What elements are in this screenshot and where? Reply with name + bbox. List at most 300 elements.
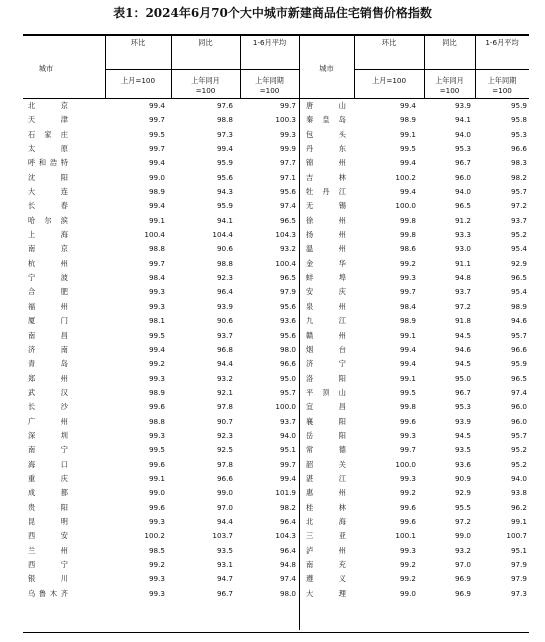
table-row xyxy=(23,156,529,170)
right-city-name: 扬州 xyxy=(306,230,346,240)
right-yoy-value: 97.0 xyxy=(454,560,471,569)
right-yoy-value: 93.6 xyxy=(454,459,471,469)
right-avg-value: 96.5 xyxy=(510,373,527,383)
left-mom-value: 99.4 xyxy=(148,344,165,354)
right-mom-value: 100.0 xyxy=(395,201,416,211)
left-avg-value: 96.5 xyxy=(279,273,296,283)
right-city-name: 徐州 xyxy=(306,215,346,225)
left-avg-value: 97.4 xyxy=(279,201,296,211)
left-yoy-value: 97.6 xyxy=(216,101,233,110)
header-divider-left xyxy=(105,69,299,70)
left-city-name: 昆明 xyxy=(28,516,68,526)
left-city-name: 厦门 xyxy=(28,316,68,326)
left-yoy-value: 93.9 xyxy=(216,301,233,311)
left-mom-value: 99.3 xyxy=(148,373,165,383)
right-avg-value: 98.9 xyxy=(510,301,527,311)
right-mom-value: 99.7 xyxy=(399,445,416,455)
left-city-name: 贵阳 xyxy=(28,502,68,512)
right-mom-value: 99.5 xyxy=(399,144,416,154)
left-mom-value: 99.3 xyxy=(148,574,165,584)
right-yoy-value: 96.7 xyxy=(454,158,471,168)
left-avg-value: 97.7 xyxy=(279,158,296,168)
left-avg-value: 97.9 xyxy=(279,287,296,297)
left-yoy-value: 96.6 xyxy=(216,473,233,483)
left-yoy-value: 97.3 xyxy=(216,129,233,139)
left-yoy-value: 94.3 xyxy=(216,187,233,197)
table-row xyxy=(23,113,529,127)
right-yoy-value: 99.0 xyxy=(454,531,471,541)
left-city-name: 西宁 xyxy=(28,560,68,569)
right-avg-value: 97.9 xyxy=(510,574,527,584)
left-avg-value: 95.6 xyxy=(279,187,296,197)
left-city-name: 福州 xyxy=(28,301,68,311)
right-city-name: 襄阳 xyxy=(306,416,346,426)
table-row xyxy=(23,443,529,457)
right-mom-value: 99.2 xyxy=(399,488,416,498)
table-row xyxy=(23,343,529,357)
right-city-name: 大理 xyxy=(306,588,346,598)
left-avg-value: 97.4 xyxy=(279,574,296,584)
right-yoy-value: 93.9 xyxy=(454,416,471,426)
left-mom-value: 100.2 xyxy=(144,531,165,541)
left-city-name: 石家庄 xyxy=(28,129,68,139)
left-yoy-value: 98.8 xyxy=(216,115,233,125)
header-avg-sub2-right: =100 xyxy=(492,86,512,95)
table-row xyxy=(23,185,529,199)
left-city-name: 青岛 xyxy=(28,359,68,369)
left-mom-value: 99.1 xyxy=(148,473,165,483)
right-yoy-value: 95.3 xyxy=(454,402,471,412)
column-divider xyxy=(354,36,355,98)
left-avg-value: 101.9 xyxy=(275,488,296,498)
right-mom-value: 99.2 xyxy=(399,560,416,569)
header-divider-right xyxy=(354,69,529,70)
left-city-name: 宁波 xyxy=(28,273,68,283)
left-avg-value: 95.7 xyxy=(279,387,296,397)
left-avg-value: 95.6 xyxy=(279,301,296,311)
left-yoy-value: 93.1 xyxy=(216,560,233,569)
right-city-name: 包头 xyxy=(306,129,346,139)
left-avg-value: 96.6 xyxy=(279,359,296,369)
left-mom-value: 99.4 xyxy=(148,201,165,211)
left-mom-value: 99.4 xyxy=(148,158,165,168)
left-mom-value: 99.3 xyxy=(148,588,165,598)
right-yoy-value: 93.7 xyxy=(454,287,471,297)
right-mom-value: 99.6 xyxy=(399,516,416,526)
right-yoy-value: 94.1 xyxy=(454,115,471,125)
column-divider xyxy=(171,36,172,98)
left-yoy-value: 103.7 xyxy=(212,531,233,541)
left-yoy-value: 97.8 xyxy=(216,402,233,412)
right-yoy-value: 90.9 xyxy=(454,473,471,483)
right-avg-value: 95.9 xyxy=(510,359,527,369)
left-yoy-value: 99.4 xyxy=(216,144,233,154)
left-avg-value: 99.4 xyxy=(279,473,296,483)
right-mom-value: 99.6 xyxy=(399,416,416,426)
left-yoy-value: 93.7 xyxy=(216,330,233,340)
table-row xyxy=(23,472,529,486)
left-city-name: 兰州 xyxy=(28,545,68,555)
left-city-name: 沈阳 xyxy=(28,172,68,182)
left-avg-value: 98.2 xyxy=(279,502,296,512)
table-row xyxy=(23,372,529,386)
table-row xyxy=(23,572,529,586)
right-yoy-value: 93.0 xyxy=(454,244,471,254)
left-city-name: 成都 xyxy=(28,488,68,498)
table-row xyxy=(23,558,529,572)
right-avg-value: 95.2 xyxy=(510,445,527,455)
header-city-left: 城市 xyxy=(38,64,54,73)
left-mom-value: 99.7 xyxy=(148,258,165,268)
right-avg-value: 93.7 xyxy=(510,215,527,225)
table-row xyxy=(23,587,529,601)
right-yoy-value: 95.0 xyxy=(454,373,471,383)
right-yoy-value: 93.9 xyxy=(454,101,471,110)
right-avg-value: 96.6 xyxy=(510,344,527,354)
right-mom-value: 99.0 xyxy=(399,588,416,598)
left-yoy-value: 97.0 xyxy=(216,502,233,512)
right-yoy-value: 91.2 xyxy=(454,215,471,225)
left-avg-value: 104.3 xyxy=(275,230,296,240)
right-city-name: 安庆 xyxy=(306,287,346,297)
left-yoy-value: 98.8 xyxy=(216,258,233,268)
left-mom-value: 98.8 xyxy=(148,416,165,426)
left-yoy-value: 92.3 xyxy=(216,430,233,440)
right-avg-value: 95.3 xyxy=(510,129,527,139)
table-row xyxy=(23,486,529,500)
header-avg-sub1-left: 上年同期 xyxy=(255,76,284,85)
left-avg-value: 93.6 xyxy=(279,316,296,326)
left-city-name: 杭州 xyxy=(28,258,68,268)
left-yoy-value: 93.2 xyxy=(216,373,233,383)
right-yoy-value: 97.2 xyxy=(454,516,471,526)
right-city-name: 洛阳 xyxy=(306,373,346,383)
right-mom-value: 100.1 xyxy=(395,531,416,541)
left-mom-value: 98.8 xyxy=(148,244,165,254)
right-avg-value: 99.1 xyxy=(510,516,527,526)
right-yoy-value: 94.5 xyxy=(454,359,471,369)
left-yoy-value: 96.7 xyxy=(216,588,233,598)
table-row xyxy=(23,300,529,314)
right-yoy-value: 94.0 xyxy=(454,129,471,139)
left-yoy-value: 90.6 xyxy=(216,244,233,254)
right-mom-value: 99.7 xyxy=(399,287,416,297)
right-avg-value: 96.6 xyxy=(510,144,527,154)
right-city-name: 韶关 xyxy=(306,459,346,469)
right-mom-value: 99.8 xyxy=(399,215,416,225)
table-row xyxy=(23,128,529,142)
header-city-right: 城市 xyxy=(319,64,334,73)
right-city-name: 泸州 xyxy=(306,545,346,555)
left-mom-value: 98.1 xyxy=(148,316,165,326)
left-city-name: 北京 xyxy=(28,101,68,110)
table-row xyxy=(23,271,529,285)
left-avg-value: 98.0 xyxy=(279,344,296,354)
header-yoy-left: 同比 xyxy=(198,38,213,47)
right-avg-value: 97.2 xyxy=(510,201,527,211)
left-city-name: 南宁 xyxy=(28,445,68,455)
right-city-name: 无锡 xyxy=(306,201,346,211)
left-avg-value: 93.7 xyxy=(279,416,296,426)
left-mom-value: 98.4 xyxy=(148,273,165,283)
right-city-name: 金华 xyxy=(306,258,346,268)
table-row xyxy=(23,515,529,529)
right-mom-value: 98.4 xyxy=(399,301,416,311)
right-city-name: 南充 xyxy=(306,560,346,569)
left-mom-value: 99.6 xyxy=(148,459,165,469)
right-avg-value: 95.1 xyxy=(510,545,527,555)
left-avg-value: 104.3 xyxy=(275,531,296,541)
column-divider xyxy=(240,36,241,98)
left-avg-value: 99.9 xyxy=(279,144,296,154)
table-row xyxy=(23,314,529,328)
left-yoy-value: 96.8 xyxy=(216,344,233,354)
left-city-name: 银川 xyxy=(28,574,68,584)
left-mom-value: 100.4 xyxy=(144,230,165,240)
right-yoy-value: 96.9 xyxy=(454,574,471,584)
right-yoy-value: 91.8 xyxy=(454,316,471,326)
right-city-name: 牡丹江 xyxy=(306,187,346,197)
right-avg-value: 95.8 xyxy=(510,115,527,125)
right-mom-value: 100.2 xyxy=(395,172,416,182)
left-yoy-value: 92.1 xyxy=(216,387,233,397)
left-mom-value: 98.9 xyxy=(148,387,165,397)
left-city-name: 深圳 xyxy=(28,430,68,440)
table-row xyxy=(23,242,529,256)
right-avg-value: 95.2 xyxy=(510,230,527,240)
left-mom-value: 99.5 xyxy=(148,129,165,139)
table-row xyxy=(23,329,529,343)
left-avg-value: 94.0 xyxy=(279,430,296,440)
left-city-name: 呼和浩特 xyxy=(28,158,68,168)
left-city-name: 济南 xyxy=(28,344,68,354)
right-yoy-value: 94.5 xyxy=(454,330,471,340)
left-yoy-value: 95.9 xyxy=(216,158,233,168)
left-city-name: 南京 xyxy=(28,244,68,254)
table-row xyxy=(23,228,529,242)
right-yoy-value: 94.5 xyxy=(454,430,471,440)
left-mom-value: 99.5 xyxy=(148,445,165,455)
right-city-name: 九江 xyxy=(306,316,346,326)
left-yoy-value: 94.1 xyxy=(216,215,233,225)
left-yoy-value: 104.4 xyxy=(212,230,233,240)
left-city-name: 哈尔滨 xyxy=(28,215,68,225)
right-mom-value: 98.9 xyxy=(399,316,416,326)
column-divider xyxy=(424,36,425,98)
right-city-name: 吉林 xyxy=(306,172,346,182)
left-mom-value: 98.9 xyxy=(148,187,165,197)
right-city-name: 济宁 xyxy=(306,359,346,369)
left-mom-value: 99.7 xyxy=(148,115,165,125)
right-city-name: 惠州 xyxy=(306,488,346,498)
right-city-name: 北海 xyxy=(306,516,346,526)
table-row xyxy=(23,199,529,213)
header-yoy-sub2-right: =100 xyxy=(439,86,460,95)
left-city-name: 南昌 xyxy=(28,330,68,340)
table-row xyxy=(23,400,529,414)
right-city-name: 丹东 xyxy=(306,144,346,154)
header-mom-sub-right: 上月=100 xyxy=(371,76,407,85)
right-city-name: 泉州 xyxy=(306,301,346,311)
left-yoy-value: 94.4 xyxy=(216,516,233,526)
right-yoy-value: 96.7 xyxy=(454,387,471,397)
left-avg-value: 94.8 xyxy=(279,560,296,569)
right-mom-value: 99.4 xyxy=(399,359,416,369)
table-row xyxy=(23,386,529,400)
right-mom-value: 100.0 xyxy=(395,459,416,469)
right-avg-value: 95.7 xyxy=(510,187,527,197)
table-row xyxy=(23,357,529,371)
left-mom-value: 99.0 xyxy=(148,488,165,498)
left-mom-value: 99.6 xyxy=(148,502,165,512)
left-city-name: 乌鲁木齐 xyxy=(28,588,68,598)
table-row xyxy=(23,415,529,429)
right-mom-value: 99.4 xyxy=(399,158,416,168)
left-yoy-value: 99.0 xyxy=(216,488,233,498)
table-row xyxy=(23,458,529,472)
left-mom-value: 99.7 xyxy=(148,144,165,154)
left-avg-value: 100.4 xyxy=(275,258,296,268)
left-yoy-value: 93.5 xyxy=(216,545,233,555)
right-mom-value: 99.1 xyxy=(399,330,416,340)
page-title: 表1：2024年6月70个大中城市新建商品住宅销售价格指数 xyxy=(113,6,432,20)
right-yoy-value: 92.9 xyxy=(454,488,471,498)
left-avg-value: 96.4 xyxy=(279,545,296,555)
left-mom-value: 99.0 xyxy=(148,172,165,182)
left-yoy-value: 92.5 xyxy=(216,445,233,455)
left-avg-value: 97.1 xyxy=(279,172,296,182)
right-city-name: 蚌埠 xyxy=(306,273,346,283)
left-yoy-value: 95.6 xyxy=(216,172,233,182)
right-yoy-value: 96.9 xyxy=(454,588,471,598)
left-city-name: 上海 xyxy=(28,230,68,240)
right-avg-value: 95.7 xyxy=(510,430,527,440)
table-row xyxy=(23,142,529,156)
right-avg-value: 93.8 xyxy=(510,488,527,498)
right-mom-value: 99.4 xyxy=(399,187,416,197)
header-avg-left: 1-6月平均 xyxy=(252,38,287,47)
left-yoy-value: 94.7 xyxy=(216,574,233,584)
right-mom-value: 99.3 xyxy=(399,473,416,483)
right-mom-value: 98.9 xyxy=(399,115,416,125)
right-city-name: 烟台 xyxy=(306,344,346,354)
left-yoy-value: 92.3 xyxy=(216,273,233,283)
right-city-name: 宜昌 xyxy=(306,402,346,412)
header-avg-sub2-left: =100 xyxy=(259,86,280,95)
left-avg-value: 99.3 xyxy=(279,129,296,139)
table-row xyxy=(23,544,529,558)
left-city-name: 长春 xyxy=(28,201,68,211)
right-mom-value: 99.3 xyxy=(399,430,416,440)
left-mom-value: 99.2 xyxy=(148,560,165,569)
table-row xyxy=(23,99,529,113)
header-mom-right: 环比 xyxy=(381,38,397,47)
left-avg-value: 100.0 xyxy=(275,402,296,412)
right-mom-value: 99.8 xyxy=(399,402,416,412)
right-yoy-value: 97.2 xyxy=(454,301,471,311)
header-avg-right: 1-6月平均 xyxy=(485,38,519,47)
right-avg-value: 95.9 xyxy=(510,101,527,110)
left-city-name: 广州 xyxy=(28,416,68,426)
header-yoy-sub1-right: 上年同月 xyxy=(435,76,464,85)
right-mom-value: 99.6 xyxy=(399,502,416,512)
right-avg-value: 96.0 xyxy=(510,416,527,426)
right-mom-value: 99.1 xyxy=(399,373,416,383)
table-row xyxy=(23,501,529,515)
left-city-name: 大连 xyxy=(28,187,68,197)
left-city-name: 天津 xyxy=(28,115,68,125)
left-yoy-value: 95.9 xyxy=(216,201,233,211)
right-mom-value: 99.4 xyxy=(399,344,416,354)
right-mom-value: 99.4 xyxy=(399,101,416,110)
right-city-name: 桂林 xyxy=(306,502,346,512)
price-index-table xyxy=(23,34,529,633)
right-avg-value: 92.9 xyxy=(510,258,527,268)
right-avg-value: 98.3 xyxy=(510,158,527,168)
header-yoy-sub2-left: =100 xyxy=(195,86,216,95)
table-row xyxy=(23,429,529,443)
left-city-name: 合肥 xyxy=(28,287,68,297)
right-city-name: 三亚 xyxy=(306,531,346,541)
right-yoy-value: 95.3 xyxy=(454,144,471,154)
column-divider xyxy=(475,36,476,98)
left-city-name: 武汉 xyxy=(28,387,68,397)
left-avg-value: 99.7 xyxy=(279,459,296,469)
left-mom-value: 99.3 xyxy=(148,287,165,297)
table-body xyxy=(23,99,529,601)
right-yoy-value: 96.5 xyxy=(454,201,471,211)
left-mom-value: 99.4 xyxy=(148,101,165,110)
right-avg-value: 97.4 xyxy=(510,387,527,397)
header-yoy-sub1-left: 上年同月 xyxy=(191,76,220,85)
right-city-name: 赣州 xyxy=(306,330,346,340)
right-avg-value: 96.2 xyxy=(510,502,527,512)
left-avg-value: 100.3 xyxy=(275,115,296,125)
right-avg-value: 95.4 xyxy=(510,287,527,297)
right-avg-value: 95.7 xyxy=(510,330,527,340)
left-avg-value: 96.4 xyxy=(279,516,296,526)
right-city-name: 锦州 xyxy=(306,158,346,168)
left-mom-value: 99.3 xyxy=(148,301,165,311)
left-city-name: 郑州 xyxy=(28,373,68,383)
right-yoy-value: 93.5 xyxy=(454,445,471,455)
header-mom-sub-left: 上月=100 xyxy=(120,76,156,85)
right-city-name: 遵义 xyxy=(306,574,346,584)
right-city-name: 岳阳 xyxy=(306,430,346,440)
right-avg-value: 95.2 xyxy=(510,459,527,469)
right-mom-value: 99.2 xyxy=(399,258,416,268)
right-yoy-value: 93.2 xyxy=(454,545,471,555)
right-yoy-value: 94.6 xyxy=(454,344,471,354)
left-mom-value: 98.5 xyxy=(148,545,165,555)
header-mom-left: 环比 xyxy=(130,38,146,47)
table-row xyxy=(23,529,529,543)
left-avg-value: 95.6 xyxy=(279,330,296,340)
right-avg-value: 96.5 xyxy=(510,273,527,283)
right-avg-value: 100.7 xyxy=(506,531,527,541)
left-city-name: 海口 xyxy=(28,459,68,469)
left-avg-value: 95.0 xyxy=(279,373,296,383)
table-header xyxy=(23,36,529,99)
left-city-name: 西安 xyxy=(28,531,68,541)
right-city-name: 温州 xyxy=(306,244,346,254)
right-yoy-value: 96.0 xyxy=(454,172,471,182)
right-avg-value: 97.9 xyxy=(510,560,527,569)
right-yoy-value: 94.0 xyxy=(454,187,471,197)
left-mom-value: 99.2 xyxy=(148,359,165,369)
left-avg-value: 93.2 xyxy=(279,244,296,254)
left-avg-value: 99.7 xyxy=(279,101,296,110)
